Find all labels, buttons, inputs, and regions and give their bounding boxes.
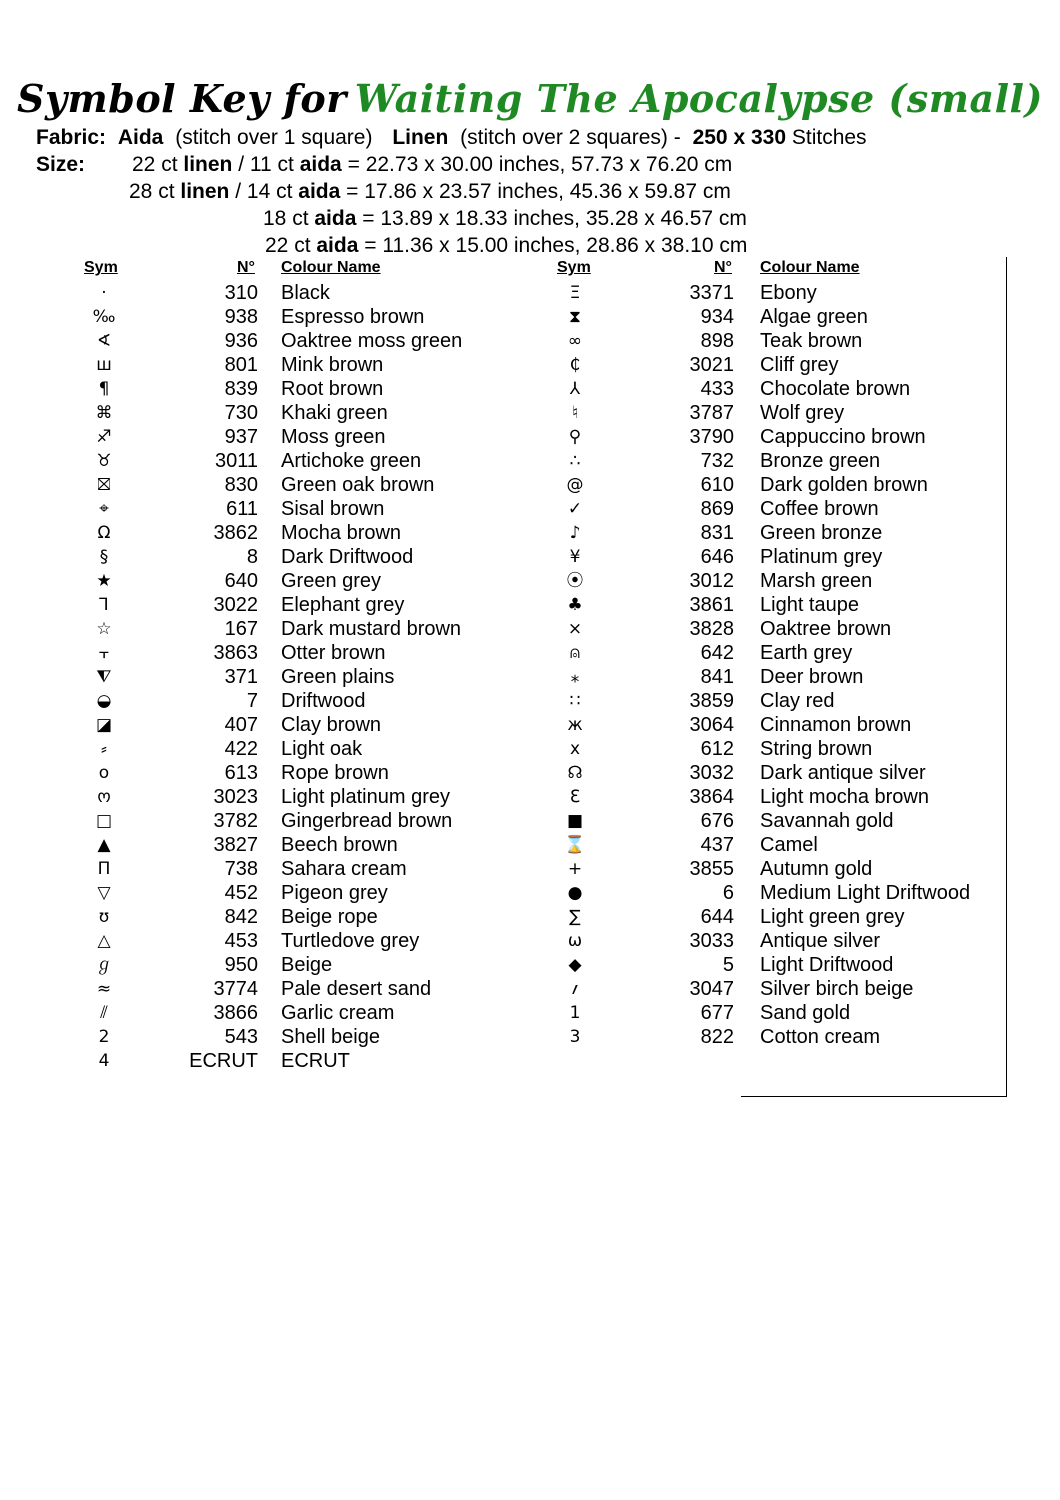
floss-number: 676 (700, 810, 734, 832)
symbol-cell: □ (95, 811, 113, 831)
symbol-cell: § (99, 547, 109, 567)
floss-number: 730 (224, 402, 258, 424)
floss-number: 898 (700, 330, 734, 352)
colour-name: Dark mustard brown (281, 618, 462, 640)
colour-name: Light taupe (760, 594, 859, 616)
symbol-cell: ‰ (92, 307, 116, 327)
colour-name: Cotton cream (760, 1026, 881, 1048)
symbol-cell: ω (567, 931, 583, 951)
symbol-cell: ⫽ (100, 1003, 108, 1023)
floss-number: 3864 (689, 786, 734, 808)
symbol-cell: ж (567, 715, 583, 735)
colour-name: Deer brown (760, 666, 864, 688)
symbol-cell: ⛝ (97, 475, 111, 495)
floss-number: 6 (722, 882, 734, 904)
fabric-stitches-word: Stitches (791, 126, 867, 149)
symbol-cell: ⦿ (566, 571, 584, 591)
colour-name: Elephant grey (281, 594, 405, 616)
symbol-cell: x (569, 739, 581, 759)
colour-name: Sand gold (760, 1002, 851, 1024)
header-sym: Sym (557, 259, 591, 276)
floss-number: 831 (700, 522, 734, 544)
colour-name: Marsh green (760, 570, 873, 592)
symbol-cell: · (101, 283, 107, 303)
colour-name: Sisal brown (281, 498, 385, 520)
fabric-line (36, 124, 867, 151)
floss-number: 3022 (213, 594, 258, 616)
colour-name: Coffee brown (760, 498, 879, 520)
symbol-cell: ⨯ (567, 619, 583, 639)
floss-number: 3866 (213, 1002, 258, 1024)
floss-number: 3371 (689, 282, 734, 304)
symbol-cell: ⁎ (570, 667, 580, 687)
floss-number: 612 (700, 738, 734, 760)
size-line: 22 ct linen / 11 ct aida = 22.73 x 30.00 inches, 57.73 x 76.20 cm (132, 153, 733, 176)
symbol-cell: ◒ (96, 691, 112, 711)
header-colour-name: Colour Name (281, 259, 381, 276)
border-bottom (741, 1096, 1007, 1097)
symbol-cell: ✓ (567, 499, 583, 519)
symbol-cell: Ξ (569, 283, 581, 303)
colour-name: String brown (760, 738, 873, 760)
symbol-cell: ★ (96, 571, 112, 591)
floss-number: 839 (224, 378, 258, 400)
colour-name: Khaki green (281, 402, 388, 424)
floss-number: 3032 (689, 762, 734, 784)
symbol-cell: 2 (98, 1027, 110, 1047)
colour-name: Pigeon grey (281, 882, 388, 904)
floss-number: 3047 (689, 978, 734, 1000)
floss-number: 640 (224, 570, 258, 592)
fabric-linen-note: (stitch over 2 squares) - (460, 126, 681, 149)
floss-number: 732 (700, 450, 734, 472)
symbol-cell: ∢ (96, 331, 112, 351)
size-line: 28 ct linen / 14 ct aida = 17.86 x 23.57 inches, 45.36 x 59.87 cm (129, 180, 731, 203)
header-sym: Sym (84, 259, 118, 276)
size-label: Size: (36, 153, 86, 176)
colour-name: Dark Driftwood (281, 546, 414, 568)
symbol-cell: ⸗ (101, 739, 107, 759)
floss-number: 801 (224, 354, 258, 376)
colour-name: Camel (760, 834, 818, 856)
floss-number: 3827 (213, 834, 258, 856)
page-title (0, 76, 1060, 121)
floss-number: 3790 (689, 426, 734, 448)
colour-name: Mocha brown (281, 522, 402, 544)
floss-number: 3862 (213, 522, 258, 544)
colour-name: Light oak (281, 738, 363, 760)
size-line: 22 ct aida = 11.36 x 15.00 inches, 28.86 x 38.10 cm (265, 234, 748, 257)
symbol-cell: o (98, 763, 110, 783)
size-line: 18 ct aida = 13.89 x 18.33 inches, 35.28 x 46.57 cm (263, 207, 747, 230)
colour-name: Earth grey (760, 642, 853, 664)
colour-name: Clay brown (281, 714, 382, 736)
symbol-cell: ∴ (569, 451, 581, 471)
header-num: N° (237, 259, 255, 276)
colour-name: Driftwood (281, 690, 366, 712)
floss-number: 842 (224, 906, 258, 928)
colour-name: Oaktree moss green (281, 330, 463, 352)
floss-number: 407 (224, 714, 258, 736)
floss-number: 3774 (213, 978, 258, 1000)
symbol-cell: ⧗ (569, 307, 581, 327)
floss-number: 437 (700, 834, 734, 856)
symbol-cell: ⚲ (568, 427, 582, 447)
floss-number: 950 (224, 954, 258, 976)
floss-number: 3855 (689, 858, 734, 880)
floss-number: 7 (246, 690, 258, 712)
fabric-label: Fabric: (36, 126, 107, 149)
header-num: N° (714, 259, 732, 276)
symbol-cell: ● (567, 883, 583, 903)
floss-number: 613 (224, 762, 258, 784)
colour-name: Mink brown (281, 354, 384, 376)
symbol-cell: ⧨ (96, 667, 112, 687)
colour-name: Turtledove grey (281, 930, 420, 952)
colour-name: Cappuccino brown (760, 426, 926, 448)
colour-name: Green plains (281, 666, 395, 688)
symbol-cell: ♪ (569, 523, 581, 543)
symbol-cell: ♐ (96, 427, 112, 447)
symbol-cell: ∑ (569, 907, 581, 927)
symbol-cell: ∷ (569, 691, 581, 711)
colour-name: Beige rope (281, 906, 378, 928)
symbol-cell: 3 (569, 1027, 581, 1047)
symbol-cell: ♉ (96, 451, 112, 471)
colour-name: Artichoke green (281, 450, 422, 472)
symbol-cell: + (567, 859, 583, 879)
colour-name: ECRUT (281, 1050, 350, 1072)
colour-name: Platinum grey (760, 546, 883, 568)
symbol-cell: △ (97, 931, 111, 951)
floss-number: 5 (722, 954, 734, 976)
colour-name: Garlic cream (281, 1002, 395, 1024)
colour-name: Medium Light Driftwood (760, 882, 971, 904)
floss-number: 8 (246, 546, 258, 568)
colour-name: Dark golden brown (760, 474, 928, 496)
colour-name: Algae green (760, 306, 868, 328)
symbol-cell: @ (566, 475, 584, 495)
colour-name: Beech brown (281, 834, 398, 856)
colour-name: Root brown (281, 378, 384, 400)
colour-name: Antique silver (760, 930, 881, 952)
floss-number: 3023 (213, 786, 258, 808)
colour-name: Chocolate brown (760, 378, 911, 400)
colour-name: Light platinum grey (281, 786, 450, 808)
colour-name: Cliff grey (760, 354, 839, 376)
colour-name: Light Driftwood (760, 954, 894, 976)
floss-number: 610 (700, 474, 734, 496)
floss-number: 3859 (689, 690, 734, 712)
symbol-cell: ◪ (95, 715, 113, 735)
symbol-cell: ¥ (569, 547, 581, 567)
colour-name: Moss green (281, 426, 386, 448)
colour-name: Bronze green (760, 450, 881, 472)
colour-name: Light mocha brown (760, 786, 929, 808)
colour-name: Wolf grey (760, 402, 845, 424)
colour-name: Black (281, 282, 330, 304)
colour-name: Shell beige (281, 1026, 380, 1048)
symbol-cell: ⌖ (99, 499, 109, 519)
colour-name: Green bronze (760, 522, 883, 544)
symbol-cell: ⅂ (99, 595, 109, 615)
colour-name: Cinnamon brown (760, 714, 912, 736)
colour-name: Light green grey (760, 906, 905, 928)
floss-number: 452 (224, 882, 258, 904)
floss-number: 453 (224, 930, 258, 952)
symbol-cell: ≈ (96, 979, 112, 999)
floss-number: 938 (224, 306, 258, 328)
floss-number: 167 (224, 618, 258, 640)
floss-number: 841 (700, 666, 734, 688)
symbol-cell: ▲ (97, 835, 111, 855)
symbol-cell: ℊ (95, 955, 113, 975)
floss-number: 433 (700, 378, 734, 400)
symbol-cell: ■ (566, 811, 584, 831)
colour-name: Green grey (281, 570, 382, 592)
floss-number: 937 (224, 426, 258, 448)
floss-number: 642 (700, 642, 734, 664)
symbol-cell: ¶ (98, 379, 110, 399)
floss-number: 3782 (213, 810, 258, 832)
floss-number: 310 (224, 282, 258, 304)
floss-number: 371 (224, 666, 258, 688)
floss-number: 3064 (689, 714, 734, 736)
symbol-cell: ʊ (98, 907, 110, 927)
symbol-cell: ო (97, 787, 111, 807)
fabric-stitches: 250 x 330 (692, 126, 787, 149)
colour-name: Dark antique silver (760, 762, 926, 784)
floss-number: 869 (700, 498, 734, 520)
floss-number: 936 (224, 330, 258, 352)
floss-number: 543 (224, 1026, 258, 1048)
floss-number: 646 (700, 546, 734, 568)
floss-number: 3863 (213, 642, 258, 664)
symbol-cell: ⍝ (569, 643, 581, 663)
floss-number: 677 (700, 1002, 734, 1024)
symbol-cell: ⌘ (95, 403, 113, 423)
colour-name: Sahara cream (281, 858, 407, 880)
symbol-cell: ♮ (571, 403, 579, 423)
symbol-cell: ؍ (570, 979, 580, 999)
symbol-cell: ℇ (569, 787, 581, 807)
border-right (1006, 257, 1007, 1097)
symbol-cell: ∞ (567, 331, 583, 351)
fabric-aida: Aida (117, 126, 164, 149)
title-prefix: Symbol Key for (17, 76, 347, 121)
floss-number: 3861 (689, 594, 734, 616)
symbol-cell: ш (96, 355, 112, 375)
colour-name: Teak brown (760, 330, 863, 352)
colour-name: Silver birch beige (760, 978, 914, 1000)
floss-number: 3011 (214, 450, 258, 472)
floss-number: 3021 (689, 354, 734, 376)
floss-number: 3033 (689, 930, 734, 952)
floss-number: 822 (700, 1026, 734, 1048)
floss-number: 934 (700, 306, 734, 328)
colour-name: Otter brown (281, 642, 386, 664)
floss-number: ECRUT (189, 1050, 258, 1072)
colour-name: Gingerbread brown (281, 810, 453, 832)
symbol-cell: ⌛ (564, 835, 586, 855)
floss-number: 611 (226, 498, 258, 520)
symbol-cell: Π (97, 859, 111, 879)
colour-name: Oaktree brown (760, 618, 892, 640)
header-colour-name: Colour Name (760, 259, 860, 276)
colour-name: Espresso brown (281, 306, 425, 328)
symbol-cell: 4 (98, 1051, 110, 1071)
pattern-name: Waiting The Apocalypse (small) (354, 76, 1043, 121)
symbol-cell: 1 (569, 1003, 581, 1023)
symbol-cell: ⅄ (569, 379, 581, 399)
symbol-cell: ☆ (96, 619, 112, 639)
colour-name: Pale desert sand (281, 978, 432, 1000)
symbol-cell: ▽ (97, 883, 111, 903)
colour-name: Clay red (760, 690, 835, 712)
floss-number: 3828 (689, 618, 734, 640)
colour-name: Savannah gold (760, 810, 894, 832)
colour-name: Green oak brown (281, 474, 435, 496)
colour-name: Beige (281, 954, 333, 976)
symbol-cell: ◆ (568, 955, 582, 975)
floss-number: 644 (700, 906, 734, 928)
fabric-linen: Linen (392, 126, 449, 149)
symbol-cell: ♣ (567, 595, 583, 615)
fabric-aida-note: (stitch over 1 square) (175, 126, 373, 149)
colour-name: Rope brown (281, 762, 389, 784)
symbol-cell: ⫟ (98, 643, 110, 663)
symbol-cell: Ω (97, 523, 111, 543)
floss-number: 3012 (689, 570, 734, 592)
floss-number: 738 (224, 858, 258, 880)
symbol-cell: ☊ (567, 763, 583, 783)
floss-number: 422 (224, 738, 258, 760)
floss-number: 830 (224, 474, 258, 496)
colour-name: Ebony (760, 282, 817, 304)
colour-name: Autumn gold (760, 858, 873, 880)
symbol-cell: ₵ (569, 355, 581, 375)
floss-number: 3787 (689, 402, 734, 424)
